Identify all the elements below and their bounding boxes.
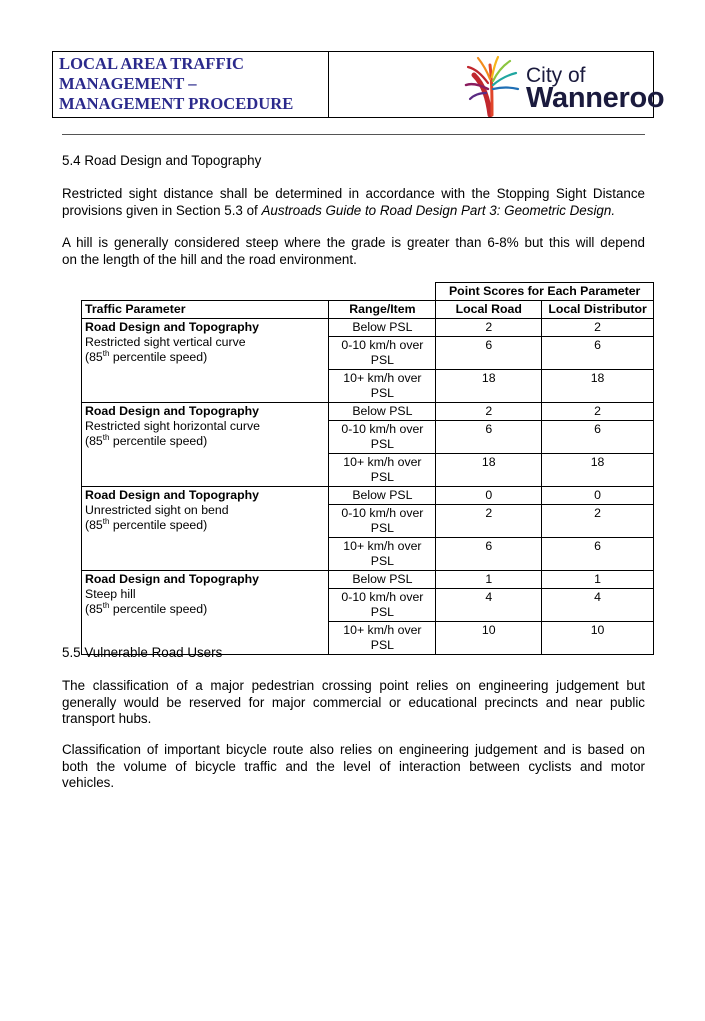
paragraph-sight-distance	[62, 186, 645, 219]
speed-note-superscript: th	[102, 516, 110, 526]
speed-note-text: percentile speed)	[109, 350, 208, 364]
range-line: 10+ km/h over	[343, 623, 422, 637]
wanneroo-leaf-logo-icon	[462, 55, 524, 117]
logo-city-of: City of	[526, 64, 586, 87]
range-line: 0-10 km/h over	[341, 506, 424, 520]
local-road-score: 6	[436, 538, 542, 571]
paragraph-line: transport hubs.	[62, 711, 152, 726]
title-line: MANAGEMENT –	[59, 74, 197, 93]
range-item-cell	[329, 421, 436, 454]
local-distributor-score: 6	[542, 337, 654, 370]
range-item-cell	[329, 589, 436, 622]
parameter-description: Steep hill	[85, 587, 136, 601]
range-line: Below PSL	[352, 404, 413, 418]
paragraph-line: A hill is generally considered steep where the grade is greater than 6-8% but this will depend	[62, 235, 645, 250]
speed-note-superscript: th	[102, 600, 110, 610]
table-row	[82, 319, 654, 337]
speed-note-superscript: th	[102, 348, 110, 358]
speed-note-text: percentile speed)	[109, 518, 208, 532]
range-line: 10+ km/h over	[343, 455, 422, 469]
range-line: PSL	[370, 521, 395, 535]
range-line: 10+ km/h over	[343, 539, 422, 553]
local-road-score: 6	[436, 421, 542, 454]
speed-note-text: (85	[85, 518, 103, 532]
paragraph-line: Restricted sight distance shall be determined in accordance with the Stopping Sight Distance	[62, 186, 645, 201]
range-item-cell	[329, 571, 436, 589]
traffic-parameter-cell	[82, 571, 329, 655]
local-distributor-score: 2	[542, 505, 654, 538]
table-blank-cell	[82, 283, 436, 301]
paragraph-text: provisions given in Section 5.3 of	[62, 202, 262, 218]
range-line: PSL	[370, 353, 395, 367]
column-header: Range/Item	[329, 301, 436, 319]
logo-city-name: Wanneroo	[526, 82, 665, 114]
parameter-title: Road Design and Topography	[85, 488, 259, 502]
document-header	[52, 51, 665, 118]
range-item-cell	[329, 505, 436, 538]
traffic-parameter-cell	[82, 403, 329, 487]
range-item-cell	[329, 370, 436, 403]
local-distributor-score: 2	[542, 403, 654, 421]
speed-note-text: (85	[85, 434, 103, 448]
local-distributor-score: 1	[542, 571, 654, 589]
range-line: PSL	[370, 605, 395, 619]
range-line: PSL	[370, 437, 395, 451]
title-line: LOCAL AREA TRAFFIC	[59, 54, 245, 73]
range-line: 0-10 km/h over	[341, 590, 424, 604]
title-line: MANAGEMENT PROCEDURE	[59, 94, 294, 113]
paragraph-line: vehicles.	[62, 775, 115, 790]
column-header: Traffic Parameter	[82, 301, 329, 319]
parameter-description: Restricted sight horizontal curve	[85, 419, 260, 433]
local-distributor-score: 6	[542, 538, 654, 571]
header-divider	[62, 134, 645, 135]
section-heading: 5.4 Road Design and Topography	[62, 153, 262, 168]
paragraph-line: Classification of important bicycle route also relies on engineering judgement and is based on	[62, 742, 645, 757]
table-row	[82, 571, 654, 589]
speed-note-text: (85	[85, 350, 103, 364]
parameter-speed-note	[85, 602, 325, 617]
point-scores-table	[81, 282, 654, 655]
range-line: PSL	[370, 386, 395, 400]
local-road-score: 6	[436, 337, 542, 370]
paragraph-line	[62, 203, 645, 220]
document-title	[53, 52, 329, 117]
local-distributor-score: 0	[542, 487, 654, 505]
range-item-cell	[329, 454, 436, 487]
parameter-description: Unrestricted sight on bend	[85, 503, 229, 517]
traffic-parameter-cell	[82, 487, 329, 571]
local-road-score: 2	[436, 319, 542, 337]
range-line: 0-10 km/h over	[341, 422, 424, 436]
local-road-score: 18	[436, 454, 542, 487]
parameter-title: Road Design and Topography	[85, 320, 259, 334]
range-line: 10+ km/h over	[343, 371, 422, 385]
parameter-description: Restricted sight vertical curve	[85, 335, 246, 349]
parameter-speed-note	[85, 518, 325, 533]
traffic-parameter-cell	[82, 319, 329, 403]
local-distributor-score: 6	[542, 421, 654, 454]
local-road-score: 2	[436, 505, 542, 538]
range-line: 0-10 km/h over	[341, 338, 424, 352]
table-row	[82, 403, 654, 421]
range-line: Below PSL	[352, 320, 413, 334]
publication-title: Austroads Guide to Road Design Part 3: Geometric Design.	[261, 202, 616, 218]
parameter-speed-note	[85, 434, 325, 449]
table-header-row	[82, 301, 654, 319]
speed-note-superscript: th	[102, 432, 110, 442]
range-line: PSL	[370, 470, 395, 484]
range-item-cell	[329, 403, 436, 421]
paragraph-line: The classification of a major pedestrian crossing point relies on engineering judgement but	[62, 678, 645, 693]
range-item-cell	[329, 319, 436, 337]
section-heading: 5.5 Vulnerable Road Users	[62, 645, 223, 660]
local-distributor-score: 18	[542, 370, 654, 403]
local-road-score: 10	[436, 622, 542, 655]
paragraph-line: generally would be reserved for major commercial or educational precincts and near public	[62, 694, 645, 710]
range-item-cell	[329, 337, 436, 370]
local-road-score: 4	[436, 589, 542, 622]
range-line: PSL	[370, 638, 395, 652]
local-distributor-score: 10	[542, 622, 654, 655]
paragraph-line: on the length of the hill and the road environment.	[62, 251, 357, 267]
local-distributor-score: 2	[542, 319, 654, 337]
column-header: Local Distributor	[542, 301, 654, 319]
paragraph-line: both the volume of bicycle traffic and the level of interaction between cyclists and motor	[62, 758, 645, 774]
parameter-title: Road Design and Topography	[85, 572, 259, 586]
paragraph-pedestrian	[62, 678, 645, 728]
speed-note-text: percentile speed)	[109, 434, 208, 448]
paragraph-bicycle	[62, 742, 645, 792]
city-logo	[329, 52, 665, 117]
range-item-cell	[329, 487, 436, 505]
local-distributor-score: 4	[542, 589, 654, 622]
local-road-score: 2	[436, 403, 542, 421]
parameter-speed-note	[85, 350, 325, 365]
range-line: PSL	[370, 554, 395, 568]
table-group-header: Point Scores for Each Parameter	[436, 283, 654, 301]
local-distributor-score: 18	[542, 454, 654, 487]
local-road-score: 1	[436, 571, 542, 589]
speed-note-text: (85	[85, 602, 103, 616]
paragraph-steep-hill	[62, 235, 645, 268]
local-road-score: 0	[436, 487, 542, 505]
parameter-title: Road Design and Topography	[85, 404, 259, 418]
column-header: Local Road	[436, 301, 542, 319]
range-item-cell	[329, 538, 436, 571]
range-line: Below PSL	[352, 572, 413, 586]
table-row	[82, 487, 654, 505]
speed-note-text: percentile speed)	[109, 602, 208, 616]
table-group-header-row	[82, 283, 654, 301]
range-line: Below PSL	[352, 488, 413, 502]
local-road-score: 18	[436, 370, 542, 403]
